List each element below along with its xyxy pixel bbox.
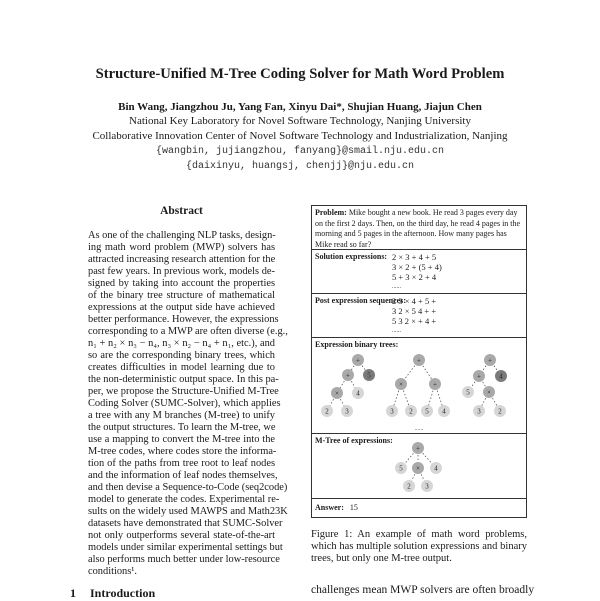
- abstract-line: so are the corresponding binary trees, which: [88, 350, 275, 361]
- mtree-node-label: 5: [399, 464, 403, 473]
- abstract-line: n₁ + n₂ × n₃ − n₄, n₃ × n₂ − n₄ + n₁, etc.), and: [88, 338, 275, 349]
- mtree-label: M-Tree of expressions:: [315, 436, 393, 445]
- abstract-line: model to generate the codes. Experimental re-: [88, 494, 280, 505]
- binary-tree-2-node-label: 5: [425, 407, 429, 416]
- abstract-line: use a mapping to convert the M-tree into the: [88, 434, 275, 445]
- affiliation: Collaborative Innovation Center of Novel Software Technology and Industrialization, Nanjing: [92, 130, 508, 142]
- abstract-line: signed by taking into account the properties: [88, 278, 275, 289]
- binary-tree-1-node-label: +: [356, 356, 360, 365]
- abstract-line: the output structures. To learn the M-tree, we: [88, 422, 276, 433]
- abstract-line: tion of the paths from tree root to leaf nodes: [88, 458, 275, 469]
- binary-tree-2-node-label: 4: [442, 407, 446, 416]
- abstract-line: creates difficulties in model learning due to: [88, 362, 275, 373]
- binary-tree-3-node-label: +: [477, 372, 481, 381]
- binary-tree-3-node-label: 5: [466, 388, 470, 397]
- abstract-line: M-tree codes, where codes store the informa-: [88, 446, 277, 457]
- answer-value: 15: [349, 503, 358, 512]
- binary-tree-3-node-label: 2: [498, 407, 502, 416]
- body-text: challenges mean MWP solvers are often broadly: [311, 584, 535, 596]
- ellipsis: ......: [392, 328, 401, 334]
- abstract-line: not only outperforms several state-of-the-art: [88, 530, 275, 541]
- abstract-line: Coding Solver (SUMC-Solver), which applies: [88, 398, 281, 409]
- binary-tree-label: Expression binary trees:: [315, 340, 399, 349]
- binary-tree-2-node-label: 3: [390, 407, 394, 416]
- abstract-heading: Abstract: [160, 205, 203, 217]
- section-title: Introduction: [90, 586, 156, 600]
- abstract-line: per, we propose the Structure-Unified M-Tree: [88, 386, 279, 397]
- solution-expression: 3 × 2 + (5 + 4): [392, 262, 442, 272]
- abstract-line: expressions at the output side have achieved: [88, 302, 275, 313]
- mtree-node-label: +: [416, 444, 420, 453]
- abstract-line: better performance. However, the expressions: [88, 314, 279, 325]
- ellipsis: ......: [414, 426, 424, 432]
- answer-label: Answer:: [315, 503, 344, 512]
- abstract-line: models under similar experimental settings but: [88, 542, 283, 553]
- binary-tree-2-node-label: ×: [399, 380, 403, 389]
- abstract-line: past few years. In previous work, models de-: [88, 266, 275, 277]
- abstract-line: also performs much better under low-resource: [88, 554, 280, 565]
- abstract-line: of the binary tree structure of mathematical: [88, 290, 275, 301]
- abstract-line: and the information of leaf nodes themselves,: [88, 470, 278, 481]
- abstract-line: ing math word problem (MWP) solvers has: [88, 242, 275, 253]
- mtree-node-label: 4: [434, 464, 438, 473]
- postfix-label: Post expression sequences:: [315, 296, 406, 305]
- abstract-line: sults on the widely used MAWPS and Math23K: [88, 506, 288, 517]
- problem-statement: Mike bought a new book. He read 3 pages every day on the first 2 days. Then, on the third day, he read 4 pages in the morning and 5 pages in the afternoon. How many pages has Mike read so far?: [315, 208, 521, 249]
- postfix-expression: 3 2 × 5 4 + +: [392, 306, 437, 316]
- binary-tree-3-node-label: 4: [499, 372, 503, 381]
- mtree-node-label: 3: [425, 482, 429, 491]
- solution-expression: 5 + 3 × 2 + 4: [392, 272, 437, 282]
- solution-label: Solution expressions:: [315, 252, 388, 261]
- abstract-line: the non-deterministic output space. In this pa-: [88, 374, 279, 385]
- abstract-line: conditions¹.: [88, 566, 138, 577]
- postfix-expression: 5 3 2 × + 4 +: [392, 316, 437, 326]
- binary-tree-2-node-label: +: [433, 380, 437, 389]
- binary-tree-1-node-label: 3: [345, 407, 349, 416]
- section-number: 1: [70, 586, 76, 600]
- abstract-line: and then devise a Sequence-to-Code (seq2code): [88, 482, 288, 493]
- figure-caption: Figure 1: An example of math word problems, which has multiple solution expressions and binary trees, but only one M-tree output.: [311, 529, 527, 564]
- binary-tree-2-node-label: +: [417, 356, 421, 365]
- abstract-line: a tree with any M branches (M-tree) to unify: [88, 410, 275, 421]
- binary-tree-1-node-label: 2: [325, 407, 329, 416]
- abstract-line: attracted increasing research attention for the: [88, 254, 276, 265]
- binary-tree-1-node-label: ×: [335, 389, 339, 398]
- mtree-node-label: 2: [407, 482, 411, 491]
- binary-tree-1-node-label: +: [346, 371, 350, 380]
- mtree-node-label: ×: [416, 464, 420, 473]
- binary-tree-3-node-label: +: [488, 356, 492, 365]
- email-line: {wangbin, jujiangzhou, fanyang}@smail.nju.edu.cn: [155, 146, 445, 157]
- binary-tree-3-node-label: ×: [487, 388, 491, 397]
- abstract-line: corresponding to a MWP are often diverse (e.g.,: [88, 326, 288, 337]
- affiliation: National Key Laboratory for Novel Software Technology, Nanjing University: [129, 115, 471, 127]
- abstract-line: As one of the challenging NLP tasks, design-: [88, 230, 276, 241]
- binary-tree-3-node-label: 3: [477, 407, 481, 416]
- paper-title: Structure-Unified M-Tree Coding Solver for Math Word Problem: [95, 66, 505, 82]
- ellipsis: ......: [392, 284, 401, 290]
- binary-tree-1-node-label: 4: [356, 389, 360, 398]
- binary-tree-2-node-label: 2: [409, 407, 413, 416]
- postfix-expression: 2 3 × 4 + 5 +: [392, 296, 437, 306]
- email-line: {daixinyu, huangsj, chenjj}@nju.edu.cn: [185, 161, 415, 172]
- binary-tree-1-node-label: 5: [367, 371, 371, 380]
- solution-expression: 2 × 3 + 4 + 5: [392, 252, 437, 262]
- author-list: Bin Wang, Jiangzhou Ju, Yang Fan, Xinyu Dai*, Shujian Huang, Jiajun Chen: [118, 101, 482, 113]
- abstract-line: datasets have demonstrated that SUMC-Solver: [88, 518, 283, 529]
- problem-label: Problem:: [315, 208, 347, 217]
